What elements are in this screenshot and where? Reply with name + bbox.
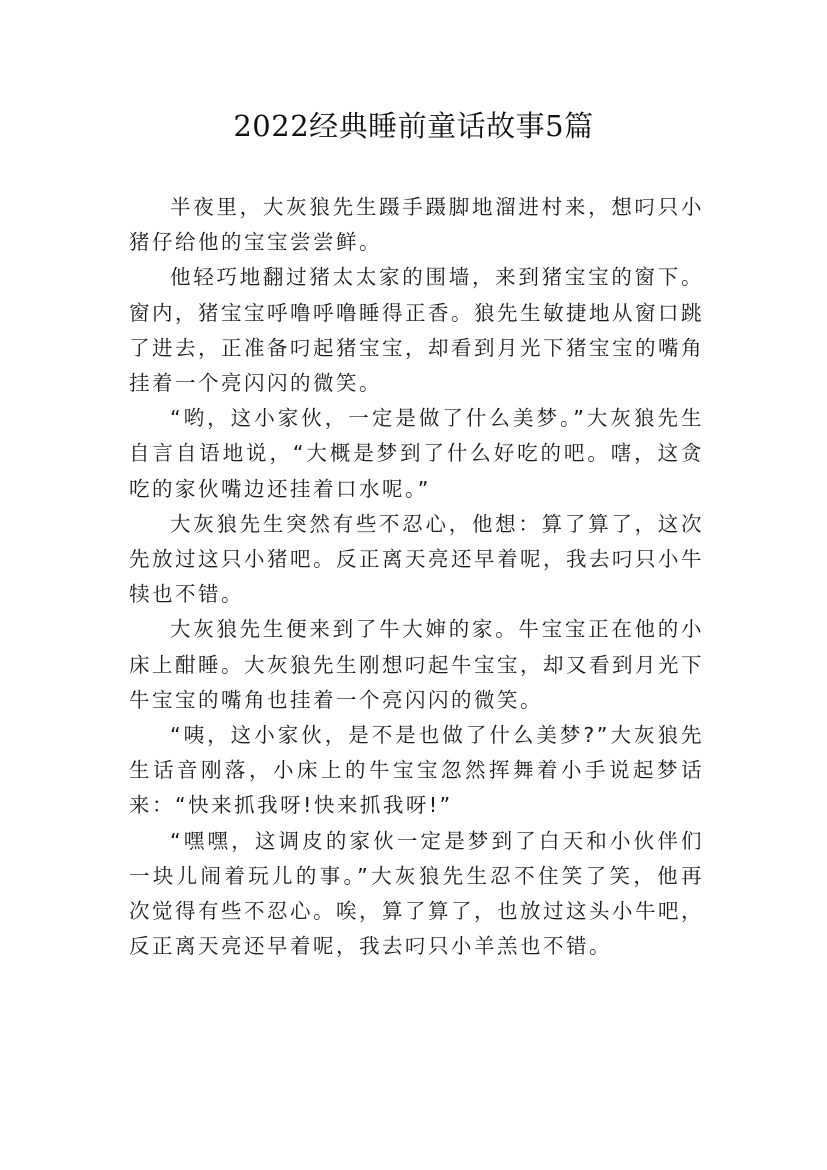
document-body <box>129 190 704 964</box>
paragraph: 半夜里，大灰狼先生蹑手蹑脚地溜进村来，想叼只小猪仔给他的宝宝尝尝鲜。 <box>129 195 704 255</box>
paragraph: “哟，这小家伙，一定是做了什么美梦。”大灰狼先生自言自语地说，“大概是梦到了什么好吃的吧。嗐，这贪吃的家伙嘴边还挂着口水呢。” <box>129 406 704 501</box>
paragraph: “咦，这小家伙，是不是也做了什么美梦?”大灰狼先生话音刚落，小床上的牛宝宝忽然挥舞着小手说起梦话来：“快来抓我呀!快来抓我呀!” <box>129 723 704 818</box>
paragraph: 大灰狼先生便来到了牛大婶的家。牛宝宝正在他的小床上酣睡。大灰狼先生刚想叼起牛宝宝，却又看到月光下牛宝宝的嘴角也挂着一个亮闪闪的微笑。 <box>129 617 704 712</box>
paragraph: 大灰狼先生突然有些不忍心，他想：算了算了，这次先放过这只小猪吧。反正离天亮还早着呢，我去叼只小牛犊也不错。 <box>129 511 704 607</box>
document-title: 2022经典睡前童话故事5篇 <box>233 109 594 143</box>
paragraph: 他轻巧地翻过猪太太家的围墙，来到猪宝宝的窗下。窗内，猪宝宝呼噜呼噜睡得正香。狼先生敏捷地从窗口跳了进去，正准备叼起猪宝宝，却看到月光下猪宝宝的嘴角挂着一个亮闪闪的微笑。 <box>129 265 704 396</box>
paragraph: “嘿嘿，这调皮的家伙一定是梦到了白天和小伙伴们一块儿闹着玩儿的事。”大灰狼先生忍不住笑了笑，他再次觉得有些不忍心。唉，算了算了，也放过这头小牛吧，反正离天亮还早着呢，我去叼只小羊羔也不错。 <box>129 828 704 959</box>
